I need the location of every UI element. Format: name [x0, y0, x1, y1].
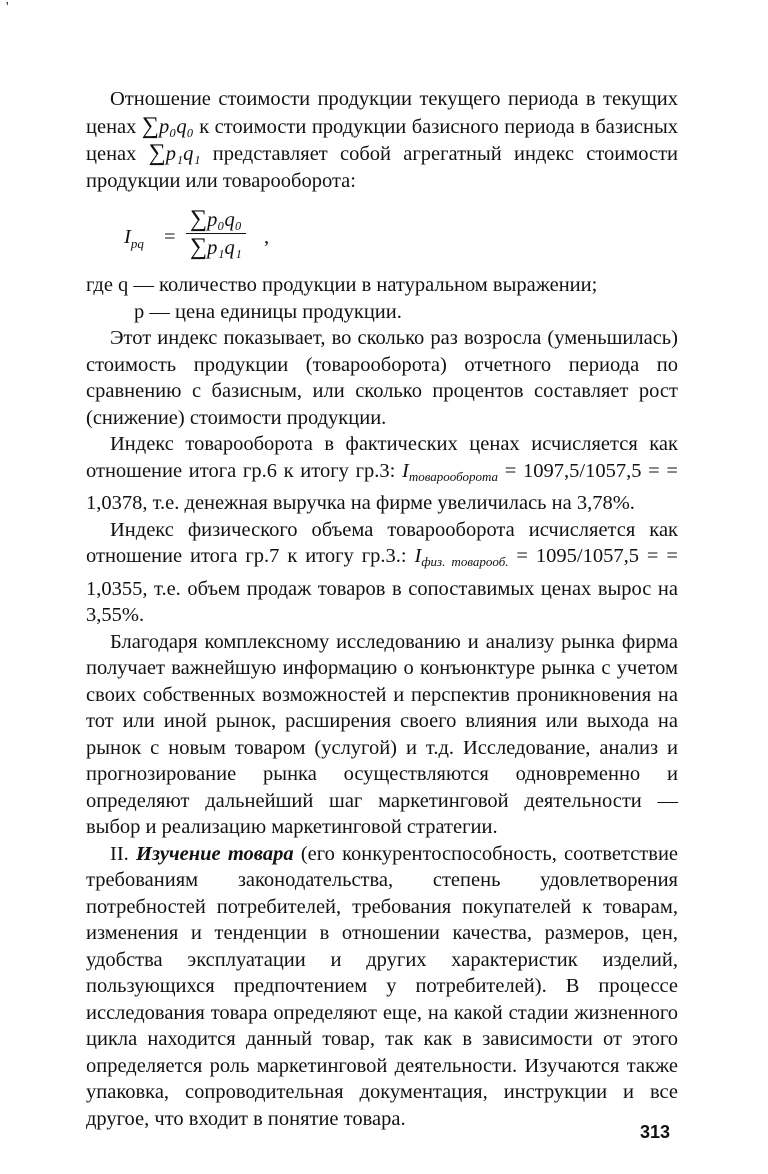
paragraph-intro [86, 86, 678, 194]
aggregate-index-formula [124, 206, 678, 266]
sum-symbol: ∑ [148, 140, 166, 166]
paragraph-market-research: Благодаря комплексному исследованию и анализу рынка фирма получает важнейшую информацию о конъюнктуре рынка с учетом своих собственных возможностей и перспектив проникновения на тот или иной рынок, расширения своего влияния или выхода на рынок с новым товаром (услугой) и т.д. Исследование, анализ и прогнозирование рынка осуществляются одновременно и определяют дальнейший шаг маркетинговой деятельности — выбор и реализацию маркетинговой стратегии. [86, 630, 678, 838]
formula-numerator: ∑p₀q₀ [186, 206, 246, 234]
formula-lhs: $I_{pq}$ [124, 226, 144, 252]
sum-symbol: ∑ [141, 112, 159, 139]
definition-p: p — цена единицы продукции. [134, 300, 402, 323]
physical-index-symbol: Iфиз. товарооб. [414, 545, 509, 569]
intro-text-a: Отношение стоимости продукции текущего периода в текущих ценах [86, 88, 678, 138]
corner-mark: ' [6, 0, 9, 15]
paragraph-physical-index: Индекс физического объема товарооборота исчисляется как отношение итога гр.7 к итогу гр.3.: Iфиз. товарооб. = 1095/1057,5 = = 1,0355, т.е. объем продаж товаров в сопоставимых ценах вырос на 3,55%. [86, 518, 678, 626]
formula-comma: , [264, 226, 270, 248]
intro-text-c: представляет собой агрегатный индекс стоимости продукции или товарооборота: [86, 143, 679, 192]
definition-q: где q — количество продукции в натуральном выражении; [86, 274, 598, 296]
sum-base-var: p₁q₁ [165, 143, 201, 165]
sum-current-var: p₀q₀ [158, 115, 194, 138]
turnover-index-symbol: Iтоварооборота [402, 459, 499, 484]
page-number: 313 [640, 1122, 671, 1142]
formula-denominator: ∑p₁q₁ [190, 234, 242, 260]
paragraph-turnover-index: Индекс товарооборота в фактических ценах исчисляется как отношение итога гр.6 к итогу гр.3: Iтоварооборота = 1097,5/1057,5 = = 1,0378, т.е. денежная выручка на фирме увеличилась на 3,78%. [86, 433, 678, 514]
body-text [86, 86, 678, 1132]
formula-equals: = [164, 226, 176, 248]
formula-fraction [186, 206, 246, 261]
section-heading: Изучение товара [136, 842, 294, 865]
paragraph-product-study: II. Изучение товара (его конкурентоспособность, соответствие требованиям законодательства, степень удовлетворения потребностей потребителей, требования покупателей к товарам, изменения и тенденции в отношении качества, размеров, цен, удобства эксплуатации и других характеристик изделий, пользующихся предпочтением у потребителей). В процессе исследования товара определяют еще, на какой стадии жизненного цикла находится данный товар, так как в зависимости от этого определяется роль маркетинговой деятельности. Изучаются также упаковка, сопроводительная документация, инструкции и все другое, что входит в понятие товара. [86, 842, 679, 1130]
intro-text-b: к стоимости продукции базисного периода в базисных ценах [86, 115, 679, 165]
paragraph-index-meaning: Этот индекс показывает, во сколько раз возросла (уменьшилась) стоимость продукции (товарооборота) отчетного периода по сравнению с базисным, или сколько процентов составляет рост (снижение) стоимости продукции. [86, 327, 678, 429]
